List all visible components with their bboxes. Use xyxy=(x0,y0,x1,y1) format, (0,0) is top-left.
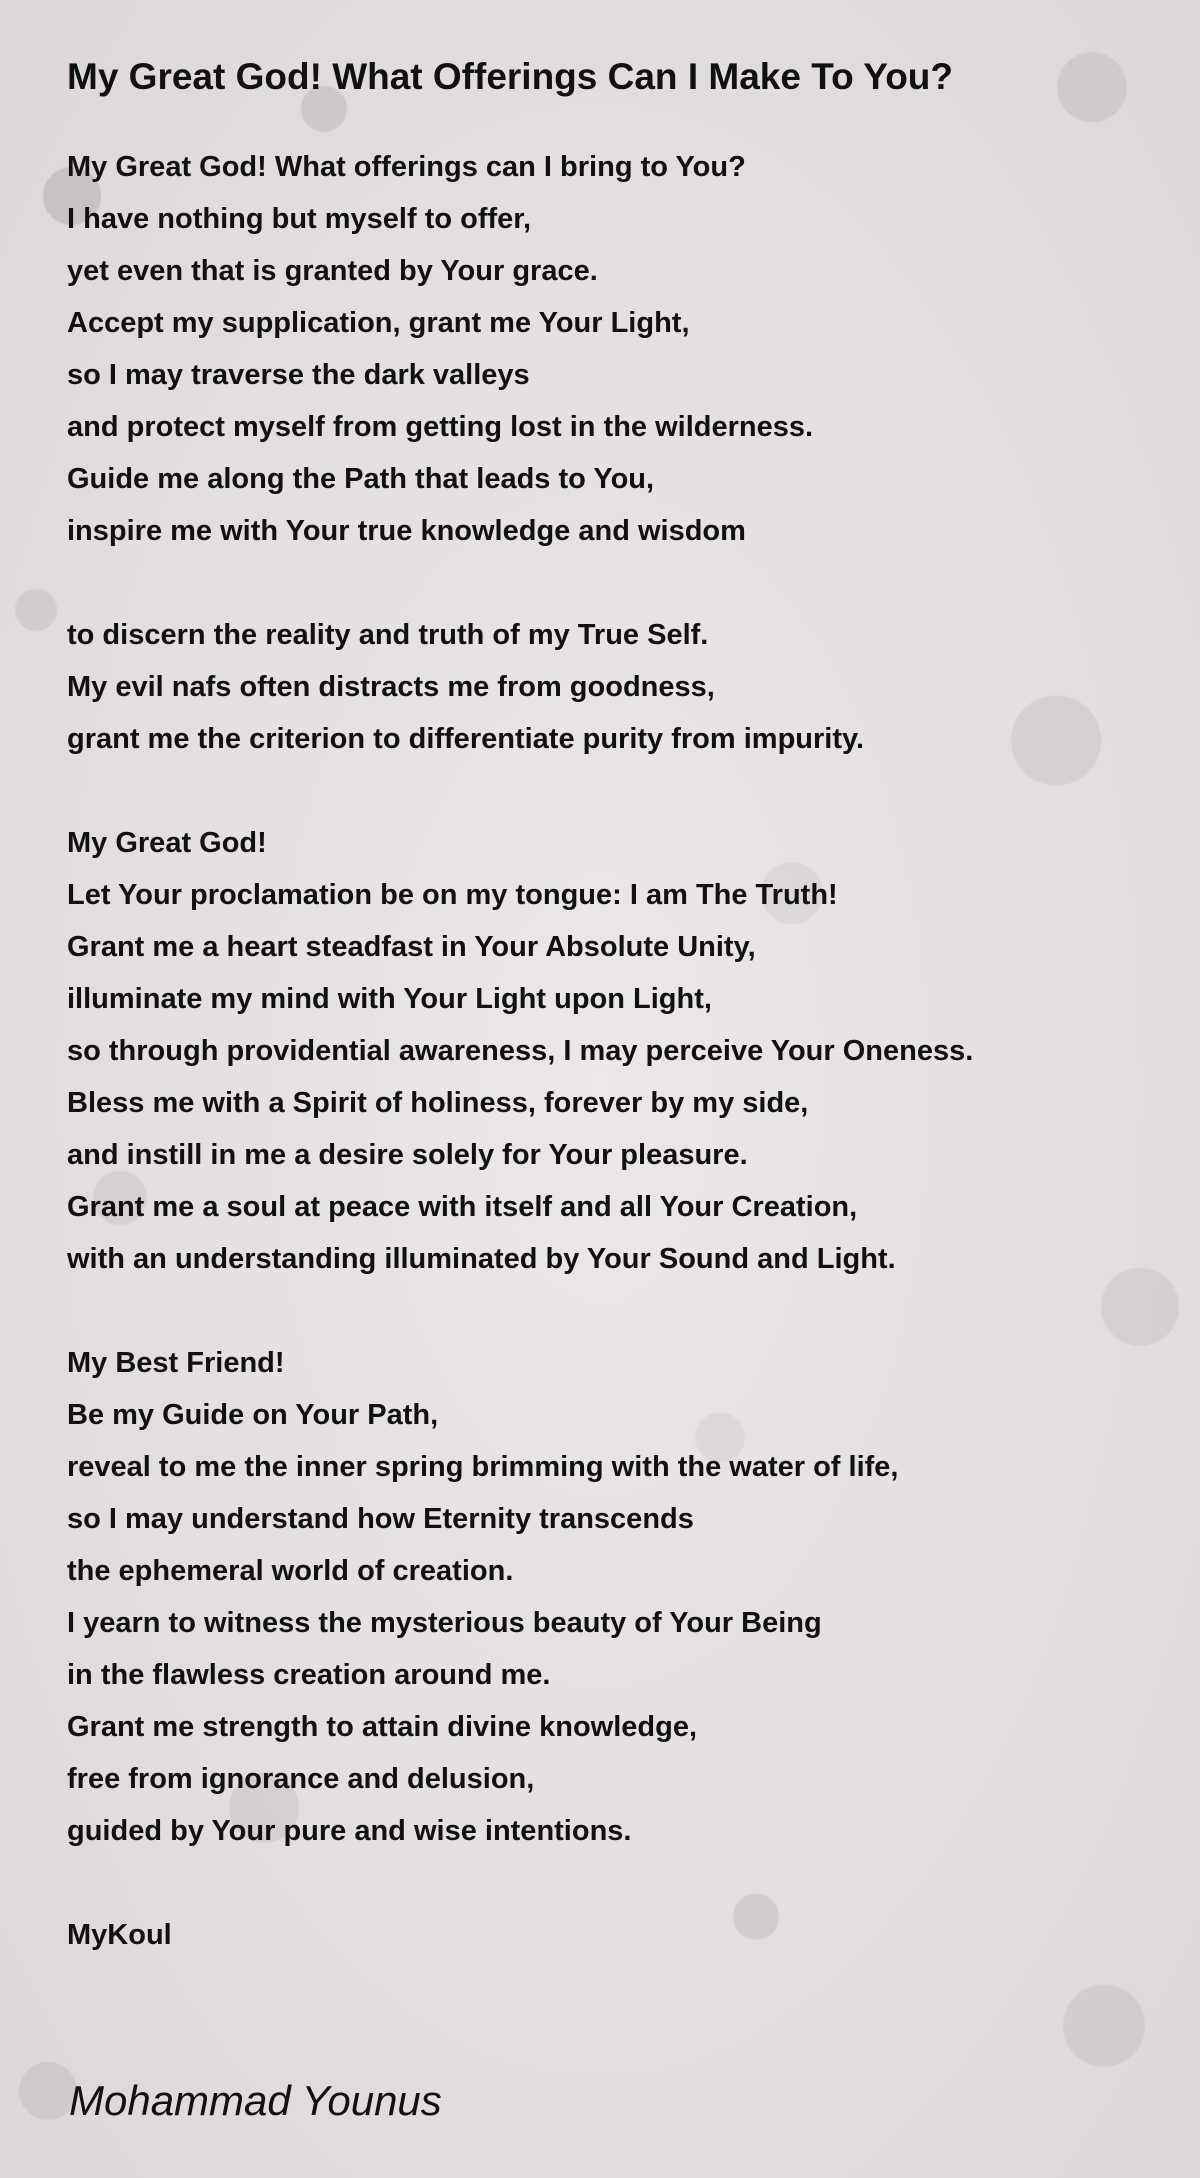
poem-line: Grant me strength to attain divine knowledge, xyxy=(67,1711,698,1743)
poem-line: Be my Guide on Your Path, xyxy=(67,1399,439,1431)
poem-line: Grant me a soul at peace with itself and all Your Creation, xyxy=(67,1191,858,1223)
poem-line: so I may understand how Eternity transcends xyxy=(67,1503,694,1535)
author-name: Mohammad Younus xyxy=(69,2077,442,2124)
stanza-break xyxy=(67,765,1147,817)
poem-line: Grant me a heart steadfast in Your Absolute Unity, xyxy=(67,931,756,963)
poem-line: Bless me with a Spirit of holiness, forever by my side, xyxy=(67,1087,809,1119)
stanza-2 xyxy=(67,609,1147,765)
poem-line: yet even that is granted by Your grace. xyxy=(67,255,598,287)
poem-signature: MyKoul xyxy=(67,1919,172,1951)
poem-page xyxy=(67,54,1147,1961)
poem-line: Accept my supplication, grant me Your Light, xyxy=(67,307,690,339)
poem-line: I yearn to witness the mysterious beauty of Your Being xyxy=(67,1607,822,1639)
stanza-3 xyxy=(67,817,1147,1285)
stanza-break xyxy=(67,557,1147,609)
poem-line: with an understanding illuminated by Your Sound and Light. xyxy=(67,1243,896,1275)
poem-line: and protect myself from getting lost in the wilderness. xyxy=(67,411,814,443)
poem-line: My Great God! What offerings can I bring to You? xyxy=(67,151,746,183)
poem-line: My Best Friend! xyxy=(67,1347,285,1379)
poem-line: so I may traverse the dark valleys xyxy=(67,359,530,391)
poem-body xyxy=(67,141,1147,1961)
poem-line: reveal to me the inner spring brimming with the water of life, xyxy=(67,1451,899,1483)
poem-line: Let Your proclamation be on my tongue: I am The Truth! xyxy=(67,879,838,911)
poem-line: and instill in me a desire solely for Your pleasure. xyxy=(67,1139,748,1171)
poem-line: illuminate my mind with Your Light upon Light, xyxy=(67,983,712,1015)
stanza-break xyxy=(67,1285,1147,1337)
poem-line: free from ignorance and delusion, xyxy=(67,1763,535,1795)
poem-line: grant me the criterion to differentiate purity from impurity. xyxy=(67,723,865,755)
poem-line: My Great God! xyxy=(67,827,267,859)
stanza-1 xyxy=(67,141,1147,557)
poem-line: inspire me with Your true knowledge and wisdom xyxy=(67,515,746,547)
poem-line: My evil nafs often distracts me from goodness, xyxy=(67,671,715,703)
poem-line: I have nothing but myself to offer, xyxy=(67,203,532,235)
poem-line: guided by Your pure and wise intentions. xyxy=(67,1815,632,1847)
poem-line: to discern the reality and truth of my True Self. xyxy=(67,619,709,651)
poem-line: Guide me along the Path that leads to You, xyxy=(67,463,655,495)
poem-line: in the flawless creation around me. xyxy=(67,1659,551,1691)
stanza-break xyxy=(67,1857,1147,1909)
poem-line: so through providential awareness, I may perceive Your Oneness. xyxy=(67,1035,974,1067)
stanza-4 xyxy=(67,1337,1147,1857)
poem-line: the ephemeral world of creation. xyxy=(67,1555,514,1587)
poem-title: My Great God! What Offerings Can I Make To You? xyxy=(67,56,954,97)
